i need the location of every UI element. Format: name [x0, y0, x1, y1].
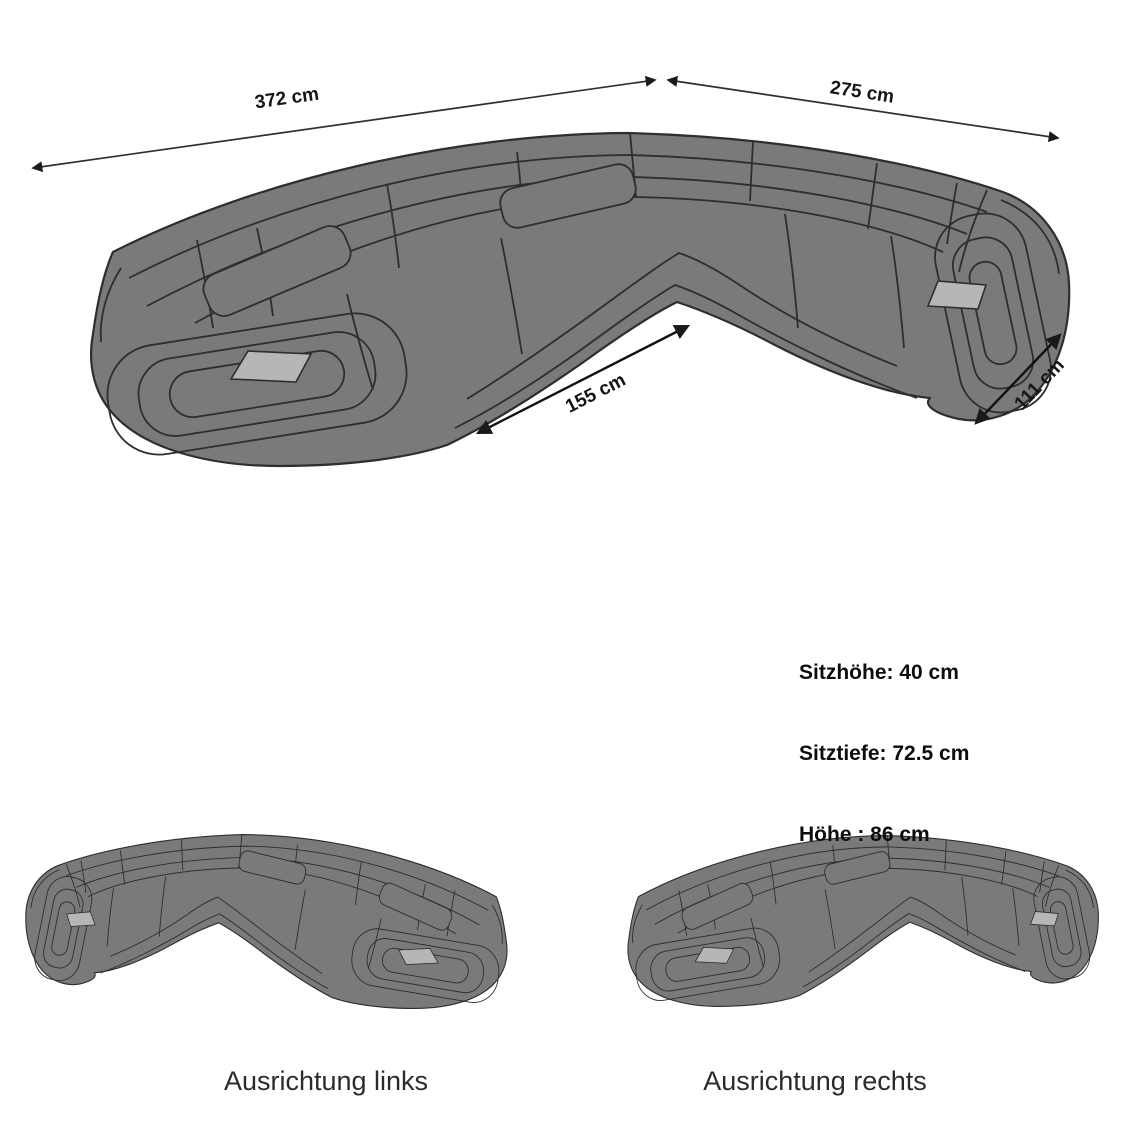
sofa-variant-left [26, 835, 507, 1009]
variant-label-links: Ausrichtung links [223, 1066, 429, 1096]
spec-height: Höhe : 86 cm [799, 823, 930, 846]
spec-seat-height: Sitzhöhe: 40 cm [799, 661, 959, 684]
dimension-label-right-depth: 111 cm [1010, 354, 1069, 415]
dimension-label-right-width: 275 cm [828, 77, 896, 108]
dimension-label-left-width: 372 cm [253, 83, 321, 114]
spec-seat-depth: Sitztiefe: 72.5 cm [799, 742, 970, 765]
specs-block [799, 605, 969, 902]
variant-label-rechts: Ausrichtung rechts [703, 1066, 927, 1096]
dimension-label-left-depth: 155 cm [562, 369, 630, 418]
main-sofa [91, 133, 1069, 466]
